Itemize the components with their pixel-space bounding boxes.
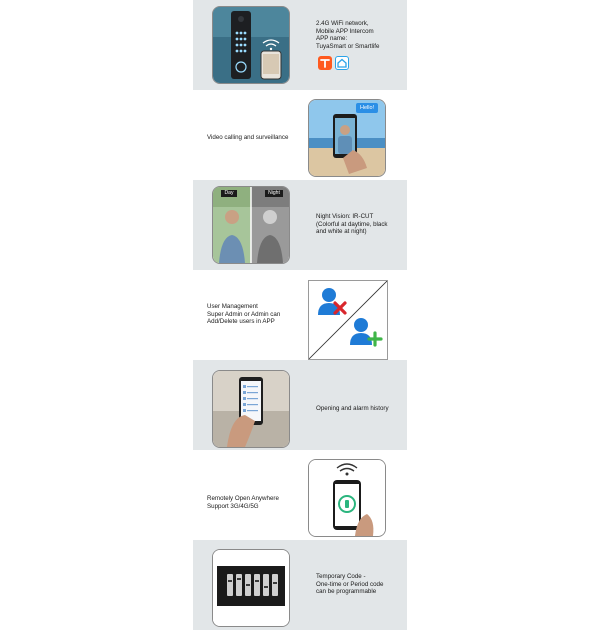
smartlife-app-icon xyxy=(335,56,349,70)
feature-text-wifi xyxy=(316,20,379,50)
feature-row-remote xyxy=(193,450,407,540)
text-line: Support 3G/4G/5G xyxy=(207,502,259,510)
feature-row-wifi xyxy=(193,0,407,90)
text-line: Super Admin or Admin can xyxy=(207,310,281,318)
text-line: Video calling and surveillance xyxy=(207,134,289,141)
history-app-photo xyxy=(212,370,290,448)
text-line: TuyaSmart or Smartlife xyxy=(316,42,380,50)
text-line: Night Vision: IR-CUT xyxy=(316,213,374,220)
text-line: (Colorful at daytime, black xyxy=(316,220,388,228)
text-line: One-time or Period code xyxy=(316,580,384,588)
text-line: APP name: xyxy=(316,35,348,43)
feature-text-night xyxy=(316,213,388,236)
add-user-icon xyxy=(350,318,381,345)
feature-row-tempcode xyxy=(193,540,407,630)
text-line: User Management xyxy=(207,303,258,310)
feature-row-history xyxy=(193,360,407,450)
keypad-app-photo xyxy=(212,6,290,84)
feature-row-video xyxy=(193,90,407,180)
text-line: Opening and alarm history xyxy=(316,405,389,412)
feature-text-history xyxy=(316,405,389,413)
feature-text-video xyxy=(207,134,288,142)
text-line: can be programmable xyxy=(316,588,377,596)
hello-bubble: Hello! xyxy=(356,103,378,113)
text-line: Mobile APP Intercom xyxy=(316,27,374,35)
night-label: Night xyxy=(265,190,283,197)
feature-text-remote xyxy=(207,495,279,510)
user-management-illustration xyxy=(308,280,388,360)
remote-open-photo xyxy=(308,459,386,537)
text-line: Temporary Code - xyxy=(316,573,366,580)
feature-row-night xyxy=(193,180,407,270)
text-line: Remotely Open Anywhere xyxy=(207,495,279,502)
day-night-photo xyxy=(212,186,290,264)
feature-row-users xyxy=(193,270,407,360)
feature-text-users xyxy=(207,303,280,326)
temporary-code-image xyxy=(212,549,290,627)
day-label: Day xyxy=(221,190,237,197)
tuya-app-icon xyxy=(318,56,332,70)
text-line: Add/Delete users in APP xyxy=(207,318,275,326)
remove-user-icon xyxy=(318,288,345,315)
text-line: 2.4G WiFi network, xyxy=(316,20,369,27)
feature-text-tempcode xyxy=(316,573,383,596)
text-line: and white at night) xyxy=(316,228,367,236)
